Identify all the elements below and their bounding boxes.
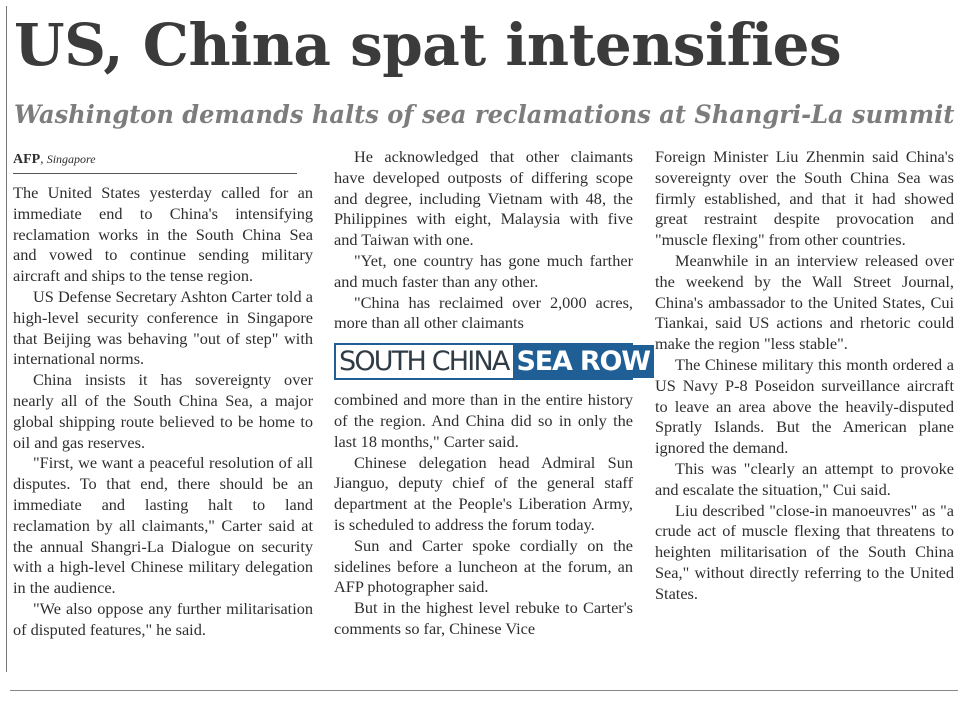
- article-column-3: [655, 147, 954, 605]
- paragraph: "First, we want a peaceful resolution of all disputes. To that end, there should be an immediate and lasting halt to land reclamation by all claimants," Carter said at the annual Shangri-La Dialogue on security with a high-level Chinese military delegation in the audience.: [13, 453, 313, 598]
- paragraph: China insists it has sovereignty over nearly all of the South China Sea, a major global shipping route believed to be home to oil and gas reserves.: [13, 370, 313, 452]
- byline-agency: AFP: [13, 152, 41, 167]
- paragraph: Liu described "close-in manoeuvres" as "a crude act of muscle flexing that threatens to heighten militarisation of the South China Sea," without directly referring to the United States.: [655, 500, 954, 603]
- paragraph: This was "clearly an attempt to provoke and escalate the situation," Cui said.: [655, 458, 954, 499]
- headline: US, China spat intensifies: [14, 11, 842, 79]
- paragraph: The Chinese military this month ordered a US Navy P-8 Poseidon surveillance aircraft to leave an area above the heavily-disputed Spratly Islands. But the American plane ignored the demand.: [655, 354, 954, 458]
- paragraph: But in the highest level rebuke to Carter's comments so far, Chinese Vice: [334, 598, 633, 638]
- paragraph: He acknowledged that other claimants have developed outposts of differing scope and degree, including Vietnam with 48, the Philippines with eight, Malaysia with five and Taiwan with one.: [334, 147, 633, 250]
- paragraph: "We also oppose any further militarisation of disputed features," he said.: [13, 598, 313, 639]
- paragraph: US Defense Secretary Ashton Carter told a high-level security conference in Singapore that Beijing was behaving "out of step" with international norms.: [13, 286, 313, 369]
- bottom-rule: [10, 690, 958, 691]
- paragraph: combined and more than in the entire history of the region. And China did so in only the last 18 months," Carter said.: [334, 390, 633, 451]
- paragraph: Chinese delegation head Admiral Sun Jianguo, deputy chief of the general staff department at the People's Liberation Army, is scheduled to address the forum today.: [334, 452, 633, 534]
- banner-text-dark: SEA ROW: [513, 345, 654, 378]
- paragraph: Meanwhile in an interview released over the weekend by the Wall Street Journal, China's ambassador to the United States, Cui Tiankai, said US actions and rhetoric could make the region "less stable".: [655, 250, 954, 354]
- paragraph: Foreign Minister Liu Zhenmin said China's sovereignty over the South China Sea was firmly established, and that it had showed great restraint despite provocation and "muscle flexing" from other countries.: [655, 147, 954, 250]
- paragraph: The United States yesterday called for an immediate end to China's intensifying reclamation works in the South China Sea and vowed to continue sending military aircraft and ships to the tense region.: [13, 183, 313, 286]
- banner-text-light: SOUTH CHINA: [336, 345, 513, 378]
- subheadline: Washington demands halts of sea reclamations at Shangri-La summit: [14, 100, 955, 130]
- section-banner: [334, 343, 650, 380]
- article-column-2: [334, 147, 650, 640]
- byline: AFP, Singapore: [13, 150, 297, 174]
- paragraph: "China has reclaimed over 2,000 acres, more than all other claimants: [334, 292, 633, 333]
- byline-location: Singapore: [46, 152, 96, 166]
- paragraph: Sun and Carter spoke cordially on the sidelines before a luncheon at the forum, an AFP photographer said.: [334, 535, 633, 597]
- paragraph: "Yet, one country has gone much farther and much faster than any other.: [334, 250, 633, 291]
- left-column-rule: [6, 6, 7, 672]
- article-column-1: [13, 150, 313, 641]
